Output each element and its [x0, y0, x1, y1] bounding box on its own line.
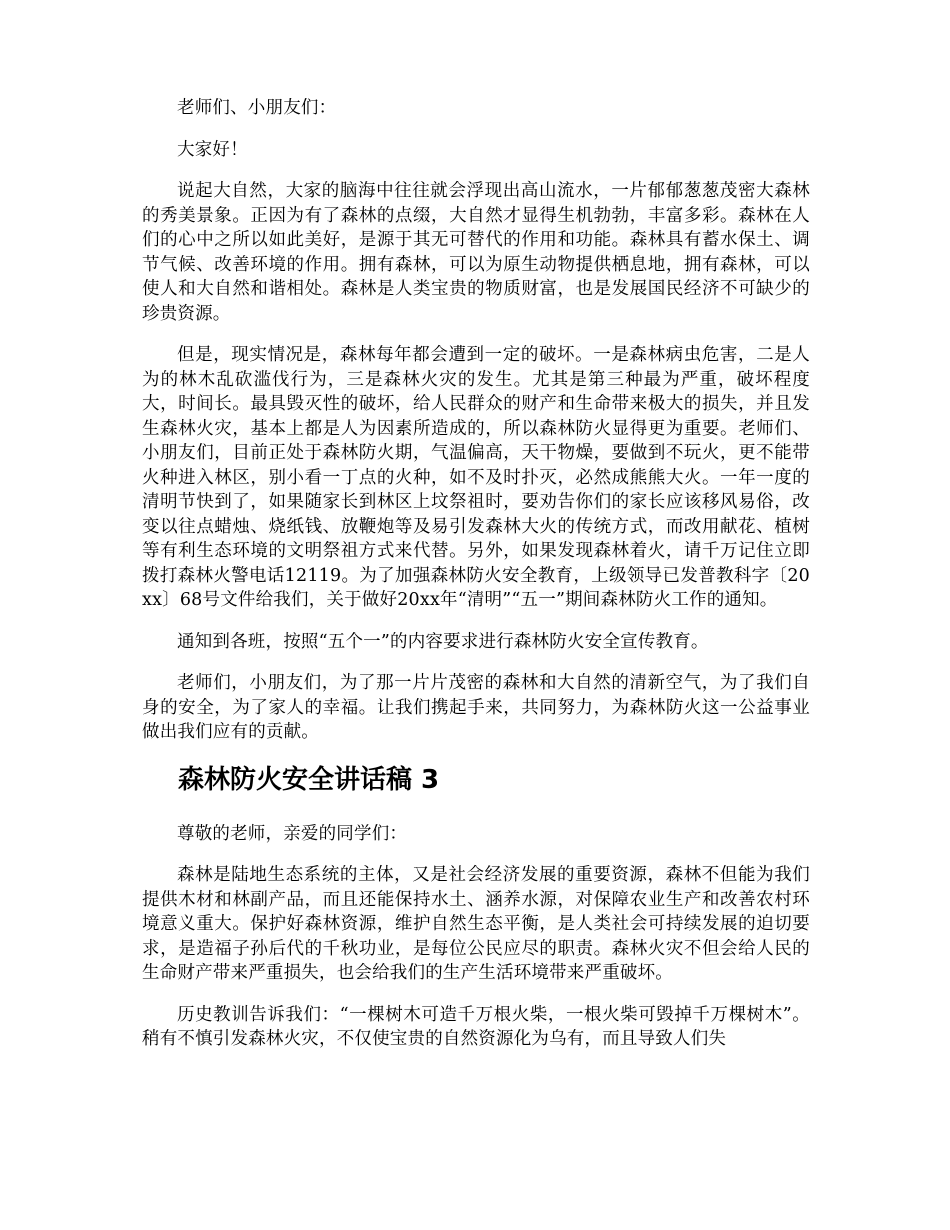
body-paragraph: 历史教训告诉我们：“一棵树木可造千万根火柴，一根火柴可毁掉千万棵树木”。稍有不慎引发森林火灾，不仅使宝贵的自然资源化为乌有，而且导致人们失	[142, 1004, 810, 1049]
body-paragraph: 说起大自然，大家的脑海中往往就会浮现出高山流水，一片郁郁葱葱茂密大森林的秀美景象。正因为有了森林的点缀，大自然才显得生机勃勃，丰富多彩。森林在人们的心中之所以如此美好，是源于其无可替代的作用和功能。森林具有蓄水保土、调节气候、改善环境的作用。拥有森林，可以为原生动物提供栖息地，拥有森林，可以使人和大自然和谐相处。森林是人类宝贵的物质财富，也是发展国民经济不可缺少的珍贵资源。	[142, 181, 810, 324]
greeting-paragraph: 老师们、小朋友们：	[177, 98, 337, 118]
section-heading: 森林防火安全讲话稿 3	[178, 764, 440, 795]
body-paragraph: 老师们，小朋友们，为了那一片片茂密的森林和大自然的清新空气，为了我们自身的安全，为了家人的幸福。让我们携起手来，共同努力，为森林防火这一公益事业做出我们应有的贡献。	[142, 673, 810, 742]
hello-paragraph: 大家好！	[177, 139, 248, 160]
body-paragraph: 通知到各班，按照“五个一”的内容要求进行森林防火安全宣传教育。	[177, 631, 709, 652]
document-page	[142, 96, 810, 1069]
greeting-paragraph: 尊敬的老师，亲爱的同学们：	[177, 823, 408, 844]
body-paragraph: 但是，现实情况是，森林每年都会遭到一定的破坏。一是森林病虫危害，二是人为的林木乱砍滥伐行为，三是森林火灾的发生。尤其是第三种最为严重，破坏程度大，时间长。最具毁灭性的破坏，给人民群众的财产和生命带来极大的损失，并且发生森林火灾，基本上都是人为因素所造成的，所以森林防火显得更为重要。老师们、小朋友们，目前正处于森林防火期，气温偏高，天干物燥，要做到不玩火，更不能带火种进入林区，别小看一丁点的火种，如不及时扑灭，必然成熊熊大火。一年一度的清明节快到了，如果随家长到林区上坟祭祖时，要劝告你们的家长应该移风易俗，改变以往点蜡烛、烧纸钱、放鞭炮等及易引发森林大火的传统方式，而改用献花、植树等有利生态环境的文明祭祖方式来代替。另外，如果发现森林着火，请千万记住立即拨打森林火警电话12119。为了加强森林防火安全教育，上级领导已发普教科字〔20xx〕68号文件给我们，关于做好20xx年“清明”“五一”期间森林防火工作的通知。	[142, 345, 810, 610]
body-paragraph: 森林是陆地生态系统的主体，又是社会经济发展的重要资源，森林不但能为我们提供木材和林副产品，而且还能保持水土、涵养水源，对保障农业生产和改善农村环境意义重大。保护好森林资源，维护自然生态平衡，是人类社会可持续发展的迫切要求，是造福子孙后代的千秋功业，是每位公民应尽的职责。森林火灾不但会给人民的生命财产带来严重损失，也会给我们的生产生活环境带来严重破坏。	[142, 865, 810, 983]
